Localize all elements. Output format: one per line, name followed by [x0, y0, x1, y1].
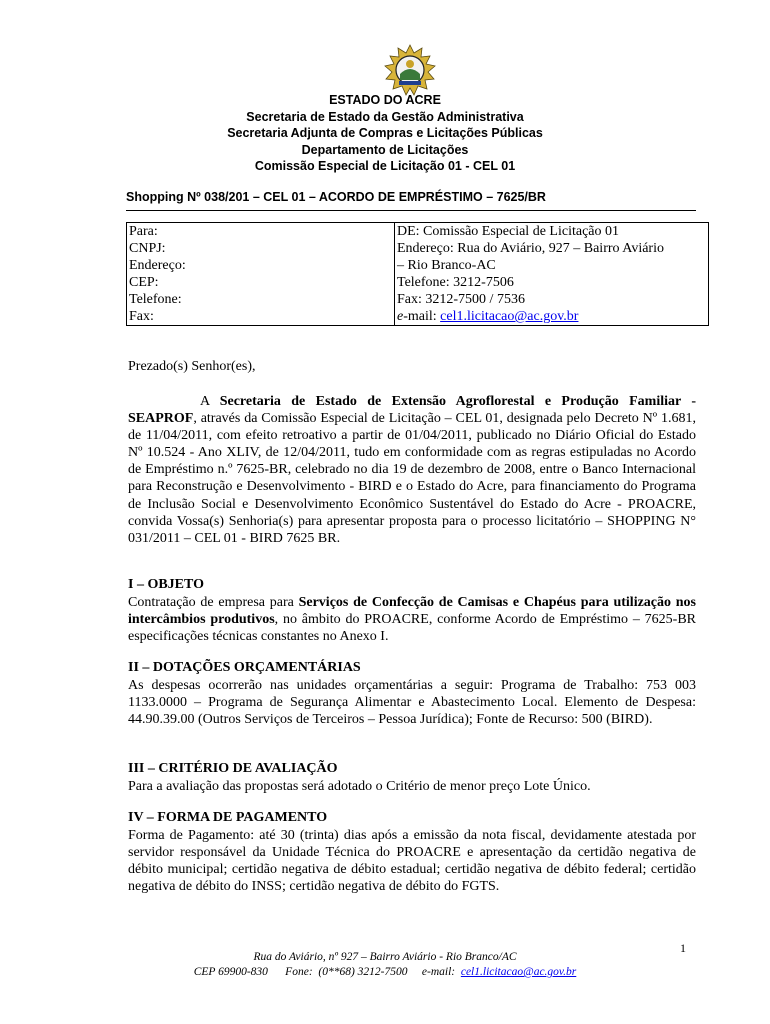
- shopping-reference: Shopping Nº 038/201 – CEL 01 – ACORDO DE EMPRÉSTIMO – 7625/BR: [126, 190, 546, 204]
- footer-contact-text: CEP 69900-830 Fone: (0**68) 3212-7500 e-mail:: [193, 966, 461, 978]
- recipient-cell: [127, 223, 395, 326]
- recipient-cep: CEP:: [129, 275, 159, 290]
- sender-de: DE: Comissão Especial de Licitação 01: [397, 224, 619, 239]
- letterhead-department: Departamento de Licitações: [301, 142, 469, 157]
- letterhead-adjunct-secretariat: Secretaria Adjunta de Compras e Licitações Públicas: [227, 126, 543, 140]
- greeting: Prezado(s) Senhor(es),: [128, 359, 256, 374]
- sender-email-line: [397, 308, 706, 325]
- recipient-para: Para:: [129, 224, 158, 239]
- objeto-service: Serviços de Confecção de Camisas e Chapéus para utilização nos intercâmbios produtivos: [128, 595, 696, 628]
- email-prefix: e: [397, 309, 404, 324]
- recipient-telefone: Telefone:: [129, 292, 182, 307]
- section-pagamento-title: IV – FORMA DE PAGAMENTO: [128, 810, 328, 825]
- intro-paragraph: [128, 393, 696, 547]
- sender-fax: Fax: 3212-7500 / 7536: [397, 292, 525, 307]
- section-dotacoes-title: II – DOTAÇÕES ORÇAMENTÁRIAS: [128, 660, 361, 675]
- footer-contact: [0, 965, 770, 980]
- section-pagamento-text: Forma de Pagamento: até 30 (trinta) dias após a emissão da nota fiscal, devidamente atestada por servidor responsável da Unidade Técnica do PROACRE e apresentação da certidão negativa de débito municipal; certidão negativa de débito estadual; certidão negativa de débito federal; certidão negativa de débito do INSS; certidão negativa de débito do FGTS.: [128, 828, 696, 895]
- sender-email-link[interactable]: cel1.licitacao@ac.gov.br: [440, 309, 579, 324]
- sender-address-line1: Endereço: Rua do Aviário, 927 – Bairro Aviário: [397, 241, 664, 256]
- recipient-cnpj: CNPJ:: [129, 241, 166, 256]
- address-table: [126, 222, 709, 326]
- email-label: -mail:: [403, 309, 441, 324]
- letterhead: [0, 92, 770, 175]
- intro-text-2: , através da Comissão Especial de Licitação – CEL 01, designada pelo Decreto Nº 1.681, de 11/04/2011, com efeito retroativo a partir de 01/04/2011, publicado no Diário Oficial do Estado Nº 10.524 - Ano XLIV, de 12/04/2011, tudo em conformidade com as regras estipuladas no Acordo de Empréstimo n.º 7625-BR, celebrado no dia 19 de dezembro de 2008, entre o Banco Internacional para Reconstrução e Desenvolvimento - BIRD e o Estado do Acre, para financiamento do Programa de Inclusão Social e Desenvolvimento Econômico Sustentável do Estado do Acre - PROACRE, convida Vossa(s) Senhoria(s) para apresentar proposta para o processo licitatório – SHOPPING N° 031/2011 – CEL 01 - BIRD 7625 BR.: [128, 411, 696, 546]
- divider: [126, 210, 696, 211]
- intro-agency: Secretaria de Estado de Extensão Agroflorestal e Produção Familiar - SEAPROF: [128, 394, 696, 427]
- section-criterio-title: III – CRITÉRIO DE AVALIAÇÃO: [128, 761, 338, 776]
- footer-email-link[interactable]: cel1.licitacao@ac.gov.br: [460, 966, 577, 978]
- intro-text-1: A: [200, 394, 220, 409]
- letterhead-secretariat: Secretaria de Estado da Gestão Administrativa: [246, 109, 524, 124]
- footer-address: Rua do Aviário, nº 927 – Bairro Aviário - Rio Branco/AC: [253, 951, 517, 963]
- page-number: 1: [680, 941, 686, 955]
- sender-cell: [395, 223, 709, 326]
- recipient-fax: Fax:: [129, 309, 154, 324]
- sender-address-line2: – Rio Branco-AC: [397, 258, 496, 273]
- section-criterio-text: Para a avaliação das propostas será adotado o Critério de menor preço Lote Único.: [128, 779, 591, 794]
- objeto-text-1: Contratação de empresa para: [128, 595, 299, 610]
- letterhead-state: ESTADO DO ACRE: [329, 93, 441, 107]
- recipient-endereco: Endereço:: [129, 258, 186, 273]
- section-objeto-text: [128, 594, 696, 645]
- section-dotacoes-text: As despesas ocorrerão nas unidades orçamentárias a seguir: Programa de Trabalho: 753 003 1133.0000 – Programa de Segurança Alimentar e Abastecimento Local. Elemento de Despesa: 44.90.39.00 (Outros Serviços de Terceiros – Pessoa Jurídica); Fonte de Recurso: 500 (BIRD).: [128, 678, 696, 728]
- state-coat-of-arms-icon: [384, 44, 436, 96]
- sender-telefone: Telefone: 3212-7506: [397, 275, 514, 290]
- objeto-text-2: , no âmbito do PROACRE, conforme Acordo de Empréstimo – 7625-BR especificações técnicas constantes no Anexo I.: [128, 612, 696, 645]
- letterhead-commission: Comissão Especial de Licitação 01 - CEL 01: [254, 159, 516, 173]
- section-objeto-title: I – OBJETO: [128, 577, 204, 592]
